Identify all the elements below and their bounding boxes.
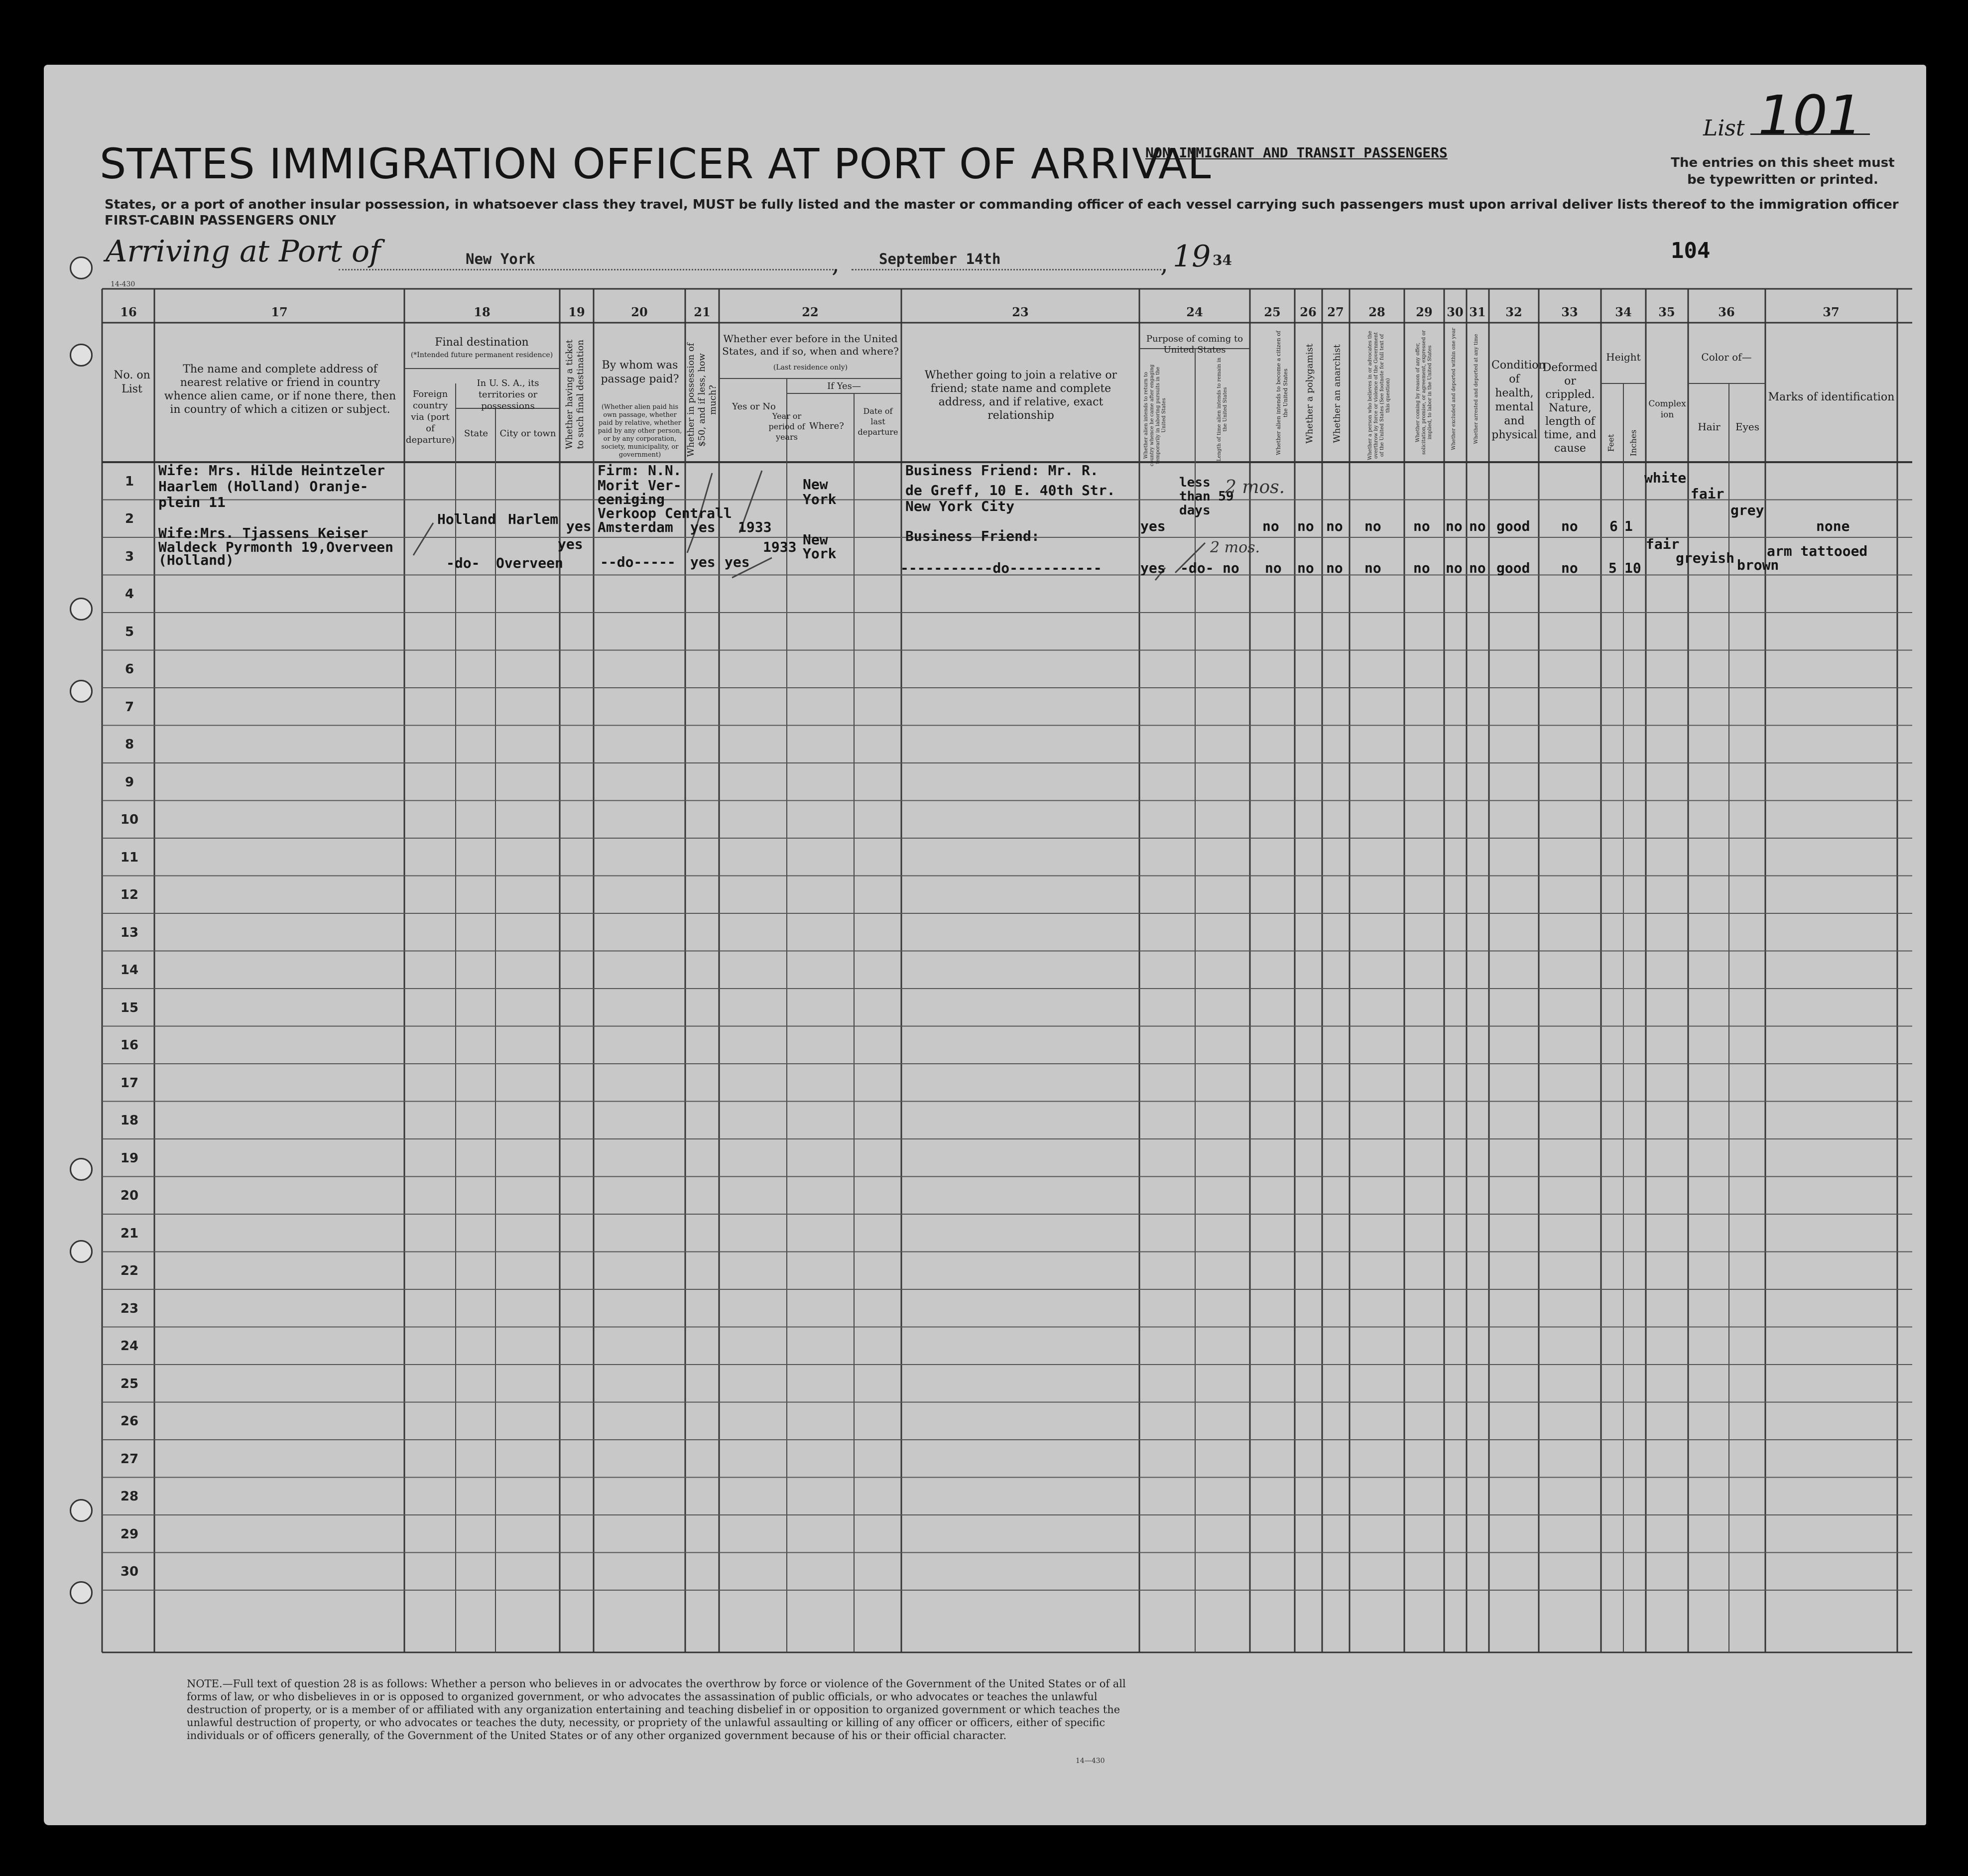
header-citizen: Whether alien intends to become a citizen of the United States xyxy=(1275,331,1289,455)
header-hair: Hair xyxy=(1698,421,1721,433)
header-polygamist: Whether a polygamist xyxy=(1304,344,1315,444)
column-number: 31 xyxy=(1469,305,1486,319)
date-value: September 14th xyxy=(879,250,1001,267)
header-no-on-list: No. on List xyxy=(114,369,150,395)
list-label: List xyxy=(1703,116,1745,141)
column-number: 29 xyxy=(1416,305,1433,319)
column-number: 21 xyxy=(694,305,711,319)
row2-eyes: brown xyxy=(1737,557,1779,573)
header-where: Where? xyxy=(809,421,844,431)
row-number: 7 xyxy=(124,699,134,715)
row-number: 19 xyxy=(120,1150,139,1166)
row-number: 25 xyxy=(120,1376,139,1391)
row2-citizen: no xyxy=(1223,560,1239,576)
row2-relative-l1: Wife:Mrs. Tjassens Keiser xyxy=(158,525,369,541)
column-number: 23 xyxy=(1012,305,1029,319)
row-number: 3 xyxy=(124,549,134,564)
row-number: 20 xyxy=(120,1188,139,1204)
row-number: 21 xyxy=(120,1226,139,1241)
row-number: 6 xyxy=(124,662,134,677)
row2-deformed: no xyxy=(1561,560,1578,576)
column-number: 33 xyxy=(1561,305,1578,319)
header-color-of: Color of— xyxy=(1701,351,1752,363)
header-eyes: Eyes xyxy=(1735,421,1759,433)
header-purpose: Purpose of coming to United States xyxy=(1146,334,1243,355)
column-number: 18 xyxy=(474,305,491,319)
footer-code: 14—430 xyxy=(1076,1757,1105,1765)
row1-complexion: white xyxy=(1644,470,1687,486)
form-code: 14-430 xyxy=(111,280,135,288)
header-excluded: Whether excluded and deported within one year xyxy=(1451,328,1457,450)
row1-marks: none xyxy=(1816,518,1850,534)
column-number: 20 xyxy=(631,305,648,319)
row2-money: yes xyxy=(690,554,716,570)
comma: , xyxy=(1160,249,1168,278)
row1-inches: 1 xyxy=(1624,518,1633,534)
header-foreign-country: Foreign country via (port of departure) xyxy=(406,389,455,445)
row1-feet: 6 xyxy=(1609,518,1618,534)
row-number: 4 xyxy=(124,587,134,602)
row2-complexion: fair xyxy=(1646,536,1680,552)
list-number: 101 xyxy=(1758,84,1862,147)
row1-purpose: yes xyxy=(1140,518,1166,534)
row2-purpose: yes xyxy=(1140,560,1166,576)
year-suffix: 34 xyxy=(1213,252,1232,268)
header-fifty-dollars: Whether in possession of $50, and if less, how much? xyxy=(686,343,718,457)
header-purpose-a: Whether alien intends to return to country whence he came after engaging temporarily in laboring pursuits in the United States xyxy=(1143,364,1167,467)
passenger-category: NON IMMIGRANT AND TRANSIT PASSENGERS xyxy=(1145,144,1448,161)
instruction-text: States, or a port of another insular possession, in whatsoever class they travel, MUST be fully listed and the master or commanding officer of each vessel carrying such passengers must upon arrival deliver lists thereof to the immigration officer FIRST-CABIN PASSENGERS ONLY xyxy=(105,197,1899,228)
row-number: 2 xyxy=(124,511,134,527)
row2-hair: greyish xyxy=(1676,550,1735,566)
header-city: City or town xyxy=(499,428,556,439)
header-passage-paid-sub: (Whether alien paid his own passage, whether paid by relative, whether paid by any other person, or by any corporation, society, municipality, or government) xyxy=(598,403,682,459)
column-number: 30 xyxy=(1447,305,1464,319)
row1-length-typed: less than 59 days xyxy=(1179,475,1234,518)
header-relative: The name and complete address of nearest relative or friend in country whence alien came, or if none there, then in country of which a citizen or subject. xyxy=(164,363,396,416)
column-number: 28 xyxy=(1368,305,1385,319)
row-number: 15 xyxy=(120,1000,139,1015)
header-passage-paid: By whom was passage paid? xyxy=(601,359,679,385)
header-health: Condition of health, mental and physical xyxy=(1491,359,1546,441)
row2-marks: arm tattooed xyxy=(1767,543,1868,559)
row2-state: -do- xyxy=(446,555,480,571)
row2-feet: 5 xyxy=(1608,560,1617,576)
header-feet: Feet xyxy=(1606,434,1616,452)
row-number: 17 xyxy=(120,1075,139,1091)
row1-excluded: no xyxy=(1446,518,1463,534)
row1-relative-l1: Wife: Mrs. Hilde Heintzeler xyxy=(158,462,385,479)
row1-hair: fair xyxy=(1691,486,1724,502)
header-offer: Whether coming by reason of any offer, solicitation, promise, or agreement, expressed or implied, to labor in the United States xyxy=(1415,330,1433,455)
column-number: 19 xyxy=(568,305,585,319)
row1-paid-l5: Amsterdam xyxy=(598,519,673,535)
row1-relative-l2: Haarlem (Holland) Oranje- xyxy=(158,478,369,495)
row1-paid-l2: Morit Ver- xyxy=(598,477,682,494)
header-state: State xyxy=(464,428,489,439)
row2-health: good xyxy=(1496,560,1530,576)
row-number: 28 xyxy=(120,1489,139,1504)
row2-offer: no xyxy=(1364,560,1381,576)
row1-city: Harlem xyxy=(508,511,559,527)
row1-paid-l1: Firm: N.N. xyxy=(598,462,682,479)
header-yes-or-no: Yes or No xyxy=(732,401,776,412)
row1-join-l1: Business Friend: Mr. R. xyxy=(905,462,1099,479)
row-number: 23 xyxy=(120,1301,139,1316)
column-number: 16 xyxy=(120,305,137,319)
row2-length: -do- xyxy=(1180,560,1214,576)
header-final-destination: Final destination xyxy=(435,336,529,349)
row1-length-handwritten: 2 mos. xyxy=(1225,477,1285,498)
header-usa: In U. S. A., its territories or possessions xyxy=(477,378,539,411)
row1-citizen: no xyxy=(1262,518,1279,534)
row1-ticket: yes xyxy=(566,518,592,534)
column-number: 26 xyxy=(1300,305,1317,319)
header-purpose-b: Length of time alien intends to remain in the United States xyxy=(1217,357,1228,462)
row1-join-l3: New York City xyxy=(905,498,1015,514)
header-anarchist: Whether an anarchist xyxy=(1332,344,1343,443)
row-number: 27 xyxy=(120,1451,139,1467)
row-number: 16 xyxy=(120,1038,139,1053)
row1-arrested: no xyxy=(1469,518,1486,534)
column-number: 17 xyxy=(271,305,288,319)
row1-offer: no xyxy=(1413,518,1430,534)
entries-note: The entries on this sheet must be typewritten or printed. xyxy=(1671,155,1895,187)
row2-ticket: yes xyxy=(558,536,583,552)
header-year: Year or period of years xyxy=(768,411,805,442)
year-prefix: 19 xyxy=(1173,239,1211,274)
arriving-label: Arriving at Port of xyxy=(106,234,381,269)
header-final-destination-sub: (*Intended future permanent residence) xyxy=(410,351,553,359)
row-number: 13 xyxy=(120,925,139,940)
row2-relative-l2: Waldeck Pyrmonth 19,Overveen xyxy=(158,539,394,555)
row2-arrested-2: no xyxy=(1469,560,1486,576)
row-number: 26 xyxy=(120,1414,139,1429)
form-title: STATES IMMIGRATION OFFICER AT PORT OF ARRIVAL xyxy=(100,139,1212,188)
row-number: 11 xyxy=(120,850,139,865)
column-number: 35 xyxy=(1658,305,1675,319)
column-number: 24 xyxy=(1186,305,1203,319)
header-inches: Inches xyxy=(1628,429,1638,457)
row2-relative-l3: (Holland) xyxy=(158,552,234,568)
row1-paid-l3: eeniging xyxy=(598,491,665,507)
header-deformed: Deformed or crippled. Nature, length of time, and cause xyxy=(1542,362,1598,455)
row2-overthrow: no xyxy=(1326,560,1343,576)
row1-join-l2: de Greff, 10 E. 40th Str. xyxy=(905,482,1115,499)
header-height: Height xyxy=(1606,351,1641,363)
row1-money: yes xyxy=(690,519,716,535)
row-number: 18 xyxy=(120,1113,139,1128)
row2-city: Overveen xyxy=(496,555,563,571)
row2-inches: 10 xyxy=(1624,560,1641,576)
header-overthrow: Whether a person who believes in or advocates the overthrow by force or violence of the Government of the United States (See footnote for full text of this question) xyxy=(1367,331,1391,460)
row2-excluded: no xyxy=(1413,560,1430,576)
header-ticket: Whether having a ticket to such final destination xyxy=(564,340,586,449)
row-number: 12 xyxy=(120,887,139,903)
row1-state: Holland xyxy=(437,511,496,527)
row2-join-l1: Business Friend: xyxy=(905,528,1040,544)
column-number: 37 xyxy=(1823,305,1840,319)
row-number: 30 xyxy=(120,1564,139,1580)
header-last-residence: (Last residence only) xyxy=(773,364,848,372)
column-number: 27 xyxy=(1327,305,1344,319)
header-marks: Marks of identification xyxy=(1768,391,1895,403)
column-number: 32 xyxy=(1505,305,1522,319)
row1-health: good xyxy=(1496,518,1530,534)
row-number: 8 xyxy=(124,737,134,752)
row2-paid: --do----- xyxy=(600,554,676,570)
row1-before-year: 1933 xyxy=(738,519,772,535)
row2-length-handwritten: 2 mos. xyxy=(1210,539,1260,556)
row2-arrested: no xyxy=(1446,560,1463,576)
header-if-yes: If Yes— xyxy=(827,381,861,391)
row1-polygamist: no xyxy=(1297,518,1314,534)
row2-before-where: New York xyxy=(803,531,837,562)
header-ever-before: Whether ever before in the United States, and if so, when and where? xyxy=(722,333,899,357)
footnote: NOTE.—Full text of question 28 is as follows: Whether a person who believes in or advocates the overthrow by force or violence of the Government of the United States or of all forms of law, or who disbelieves in or is opposed to organized government, or who advocates the assassination of public officials, or who advocates or teaches the unlawful destruction of property, or is a member of or affiliated with any organization entertaining and teaching disbelief in or opposition to organized government or which teaches the unlawful destruction of property, or who advocates or teaches the duty, necessity, or propriety of the unlawful assaulting or killing of any officer or officers, either of specific individuals or of officers generally, of the Government of the United States or of any other organized government because of his or their official character. xyxy=(187,1678,1126,1742)
header-complexion: Complexion xyxy=(1648,399,1686,420)
row-number: 10 xyxy=(120,812,139,828)
column-number: 25 xyxy=(1264,305,1281,319)
row2-before-year: 1933 xyxy=(763,539,797,555)
column-number: 22 xyxy=(802,305,819,319)
comma: , xyxy=(832,249,840,278)
row-number: 9 xyxy=(124,774,134,790)
header-arrested: Whether arrested and deported at any time xyxy=(1474,334,1479,444)
row1-eyes: grey xyxy=(1730,502,1764,518)
row1-relative-l3: plein 11 xyxy=(158,494,226,510)
row-number: 29 xyxy=(120,1526,139,1542)
row2-polygamist: no xyxy=(1265,560,1282,576)
row1-anarchist: no xyxy=(1326,518,1343,534)
row-number: 5 xyxy=(124,624,134,639)
row-number: 14 xyxy=(120,963,139,978)
row1-overthrow: no xyxy=(1364,518,1381,534)
column-number: 34 xyxy=(1615,305,1632,319)
row-number: 1 xyxy=(124,474,134,489)
column-number: 36 xyxy=(1718,305,1735,319)
row2-before-yesno: yes xyxy=(725,554,750,570)
header-last-departure: Date of last departure xyxy=(858,406,898,437)
row2-join-l2: -----------do----------- xyxy=(900,560,1102,576)
row-number: 24 xyxy=(120,1339,139,1354)
row2-anarchist: no xyxy=(1297,560,1314,576)
page-number: 104 xyxy=(1671,238,1711,263)
row1-paid-l4: Verkoop Centrall xyxy=(598,505,732,521)
header-join-relative: Whether going to join a relative or friend; state name and complete address, and if relative, exact relationship xyxy=(924,369,1117,422)
row1-deformed: no xyxy=(1561,518,1578,534)
row-number: 22 xyxy=(120,1263,139,1279)
row1-before-where: New York xyxy=(803,476,837,507)
port-value: New York xyxy=(466,250,535,267)
